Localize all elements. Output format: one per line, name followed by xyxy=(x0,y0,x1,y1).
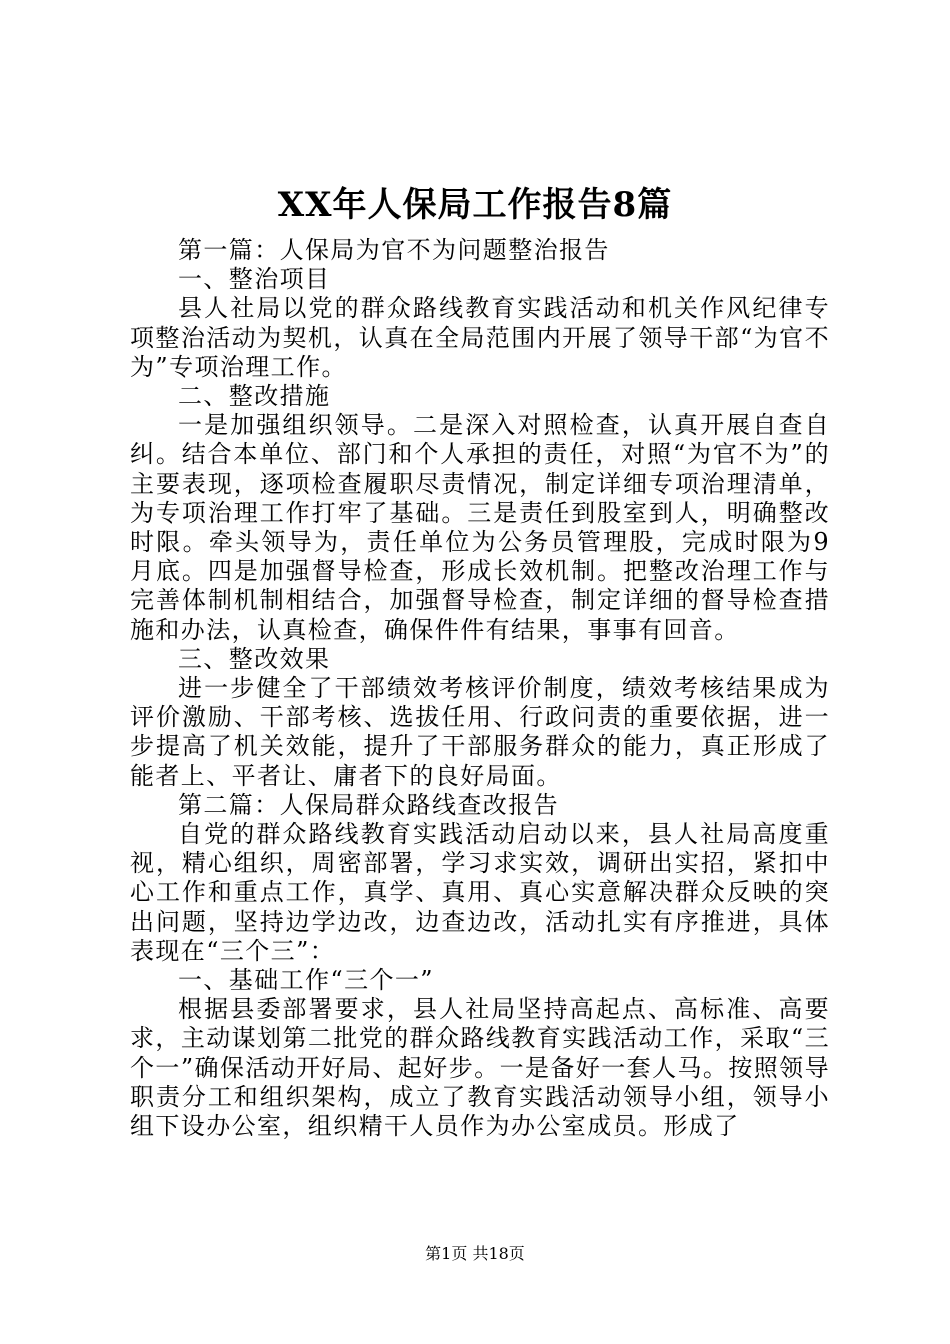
document-title: XX年人保局工作报告8篇 xyxy=(277,185,673,225)
paragraph-text: 进一步健全了干部绩效考核评价制度，绩效考核结果成为评价激励、干部考核、选拔任用、行政问责的重要依据，进一步提高了机关效能，提升了干部服务群众的能力，真正形成了能者上、平者让、庸者下的良好局面。 xyxy=(130,674,830,790)
document-body xyxy=(130,236,830,1141)
paragraph-section-heading-1: 第一篇：人保局为官不为问题整治报告 xyxy=(178,236,610,264)
page-footer: 第1页 共18页 xyxy=(425,1244,525,1263)
paragraph-section-heading-2: 第二篇：人保局群众路线查改报告 xyxy=(178,790,559,819)
paragraph-text: 自党的群众路线教育实践活动启动以来，县人社局高度重视，精心组织，周密部署，学习求实效，调研出实招，紧扣中心工作和重点工作，真学、真用、真心实意解决群众反映的突出问题，坚持边学边改，边查边改，活动扎实有序推进，具体表现在“三个三”： xyxy=(130,820,830,965)
paragraph-heading-1: 一、整治项目 xyxy=(178,265,331,294)
paragraph-heading-4: 一、基础工作“三个一” xyxy=(178,966,434,995)
paragraph-text: 一是加强组织领导。二是深入对照检查，认真开展自查自纠。结合本单位、部门和个人承担的责任，对照“为官不为”的主要表现，逐项检查履职尽责情况，制定详细专项治理清单，为专项治理工作打牢了基础。三是责任到股室到人，明确整改时限。牵头领导为，责任单位为公务员管理股，完成时限为9月底。四是加强督导检查，形成长效机制。把整改治理工作与完善体制机制相结合，加强督导检查，制定详细的督导检查措施和办法，认真检查，确保件件有结果，事事有回音。 xyxy=(130,411,830,644)
paragraph-text: 县人社局以党的群众路线教育实践活动和机关作风纪律专项整治活动为契机，认真在全局范围内开展了领导干部“为官不为”专项治理工作。 xyxy=(130,294,830,381)
paragraph-heading-2: 二、整改措施 xyxy=(178,382,331,411)
paragraph-heading-3: 三、整改效果 xyxy=(178,644,331,673)
paragraph-text: 根据县委部署要求，县人社局坚持高起点、高标准、高要求，主动谋划第二批党的群众路线教育实践活动工作，采取“三个一”确保活动开好局、起好步。一是备好一套人马。按照领导职责分工和组织架构，成立了教育实践活动领导小组，领导小组下设办公室，组织精干人员作为办公室成员。形成了 xyxy=(130,995,830,1141)
